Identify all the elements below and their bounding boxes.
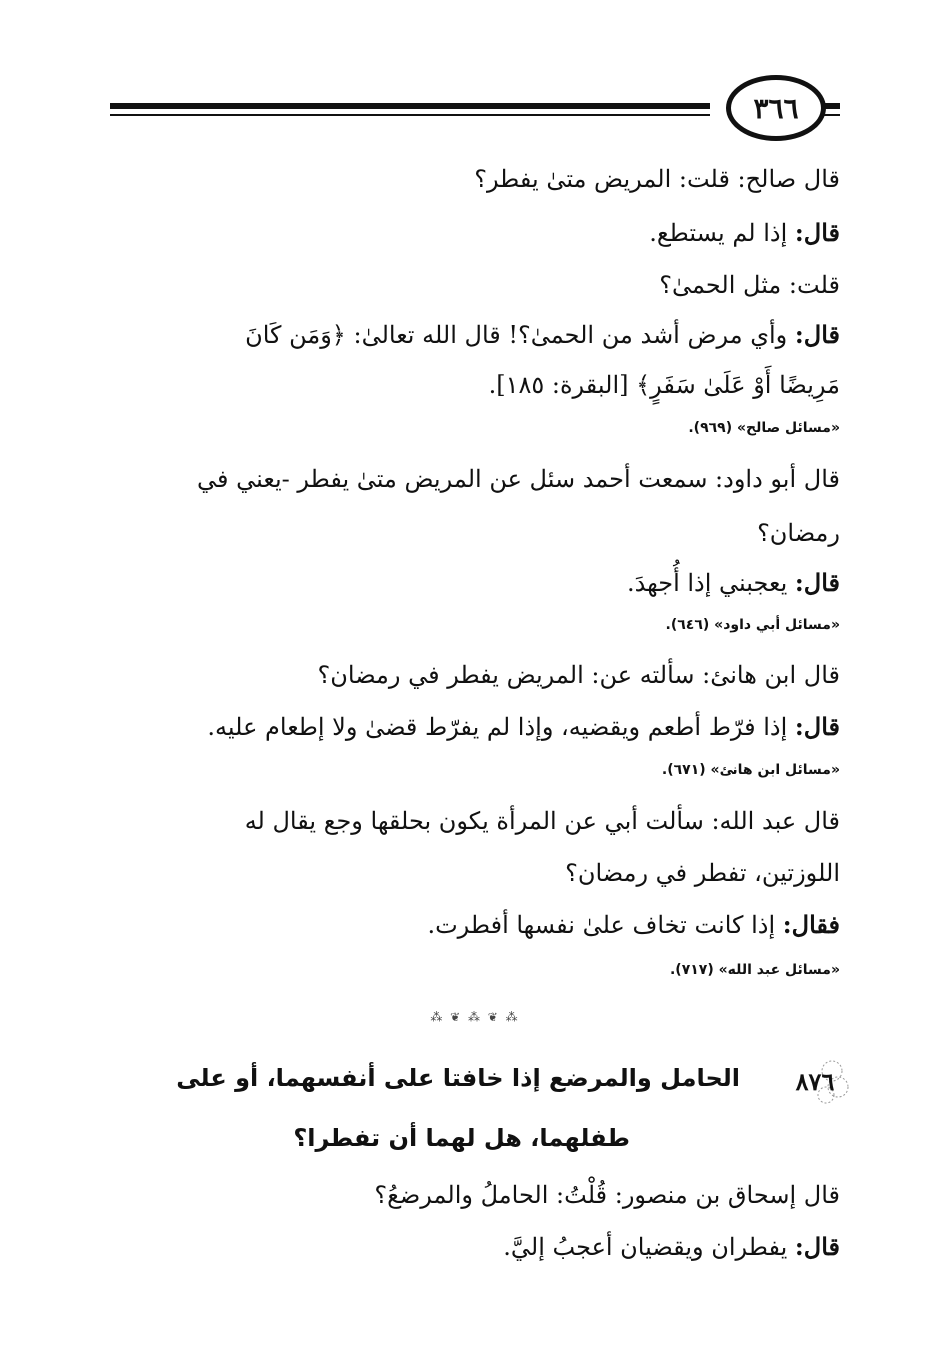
section-number: ٨٧٦ [795,1066,835,1096]
text-line: قال ابن هانئ: سألته عن: المريض يفطر في رمضان؟ [317,661,840,689]
text-line-content: إذا فرّط أطعم ويقضيه، وإذا لم يفرّط قضىٰ ولا إطعام عليه. [207,713,788,741]
speaker-label: قال: [794,320,840,349]
header-rule-thin [110,114,710,116]
page-header [110,70,840,150]
text-line: اللوزتين، تفطر في رمضان؟ [565,859,840,887]
source-citation: «مسائل عبد الله» (٧١٧). [669,962,840,978]
speaker-label: قال: [794,712,840,741]
text-line-content: وأي مرض أشد من الحمىٰ؟! قال الله تعالىٰ: ﴿وَمَن كَانَ [245,321,788,349]
speaker-label: قال: [794,568,840,597]
text-line: قال صالح: قلت: المريض متىٰ يفطر؟ [474,165,840,193]
text-line [110,320,840,350]
text-line: قال عبد الله: سألت أبي عن المرأة يكون بحلقها وجع يقال له [244,807,840,835]
page-number: ٣٦٦ [726,75,826,141]
text-line: قال أبو داود: سمعت أحمد سئل عن المريض متىٰ يفطر -يعني في [197,465,840,493]
source-citation: «مسائل صالح» (٩٦٩). [688,420,840,436]
quran-verse-line: مَرِيضًا أَوْ عَلَىٰ سَفَرٍ﴾ [البقرة: ١٨٥]. [488,371,840,399]
text-line: رمضان؟ [757,519,840,547]
section-number-badge [780,1057,850,1105]
text-line-content: يعجبني إذا أُجهدَ. [626,569,788,597]
text-line-content: إذا لم يستطع. [649,219,788,247]
source-citation: «مسائل ابن هانئ» (٦٧١). [661,762,840,778]
text-line [110,568,840,598]
text-line: قلت: مثل الحمىٰ؟ [659,271,840,299]
section-divider-ornament: ⁂ ❦ ⁂ ❦ ⁂ [430,1010,520,1024]
speaker-label: فقال: [782,910,840,939]
header-rule-thick [110,103,710,109]
text-line [110,1232,840,1262]
text-line [110,712,840,742]
text-line-content: إذا كانت تخاف علىٰ نفسها أفطرت. [427,911,776,939]
text-line: قال إسحاق بن منصور: قُلْتُ: الحاملُ والمرضعُ؟ [374,1181,840,1209]
section-title-line2: طفلهما، هل لهما أن تفطرا؟ [293,1124,630,1152]
speaker-label: قال: [794,218,840,247]
text-line [110,218,840,248]
header-rule-right [824,103,840,109]
speaker-label: قال: [794,1232,840,1261]
text-line-content: يفطران ويقضيان أعجبُ إليَّ. [503,1233,788,1261]
section-title-line1: الحامل والمرضع إذا خافتا على أنفسهما، أو على [176,1064,740,1092]
source-citation: «مسائل أبي داود» (٦٤٦). [665,617,840,633]
text-line [110,910,840,940]
header-rule-right-thin [824,114,840,116]
